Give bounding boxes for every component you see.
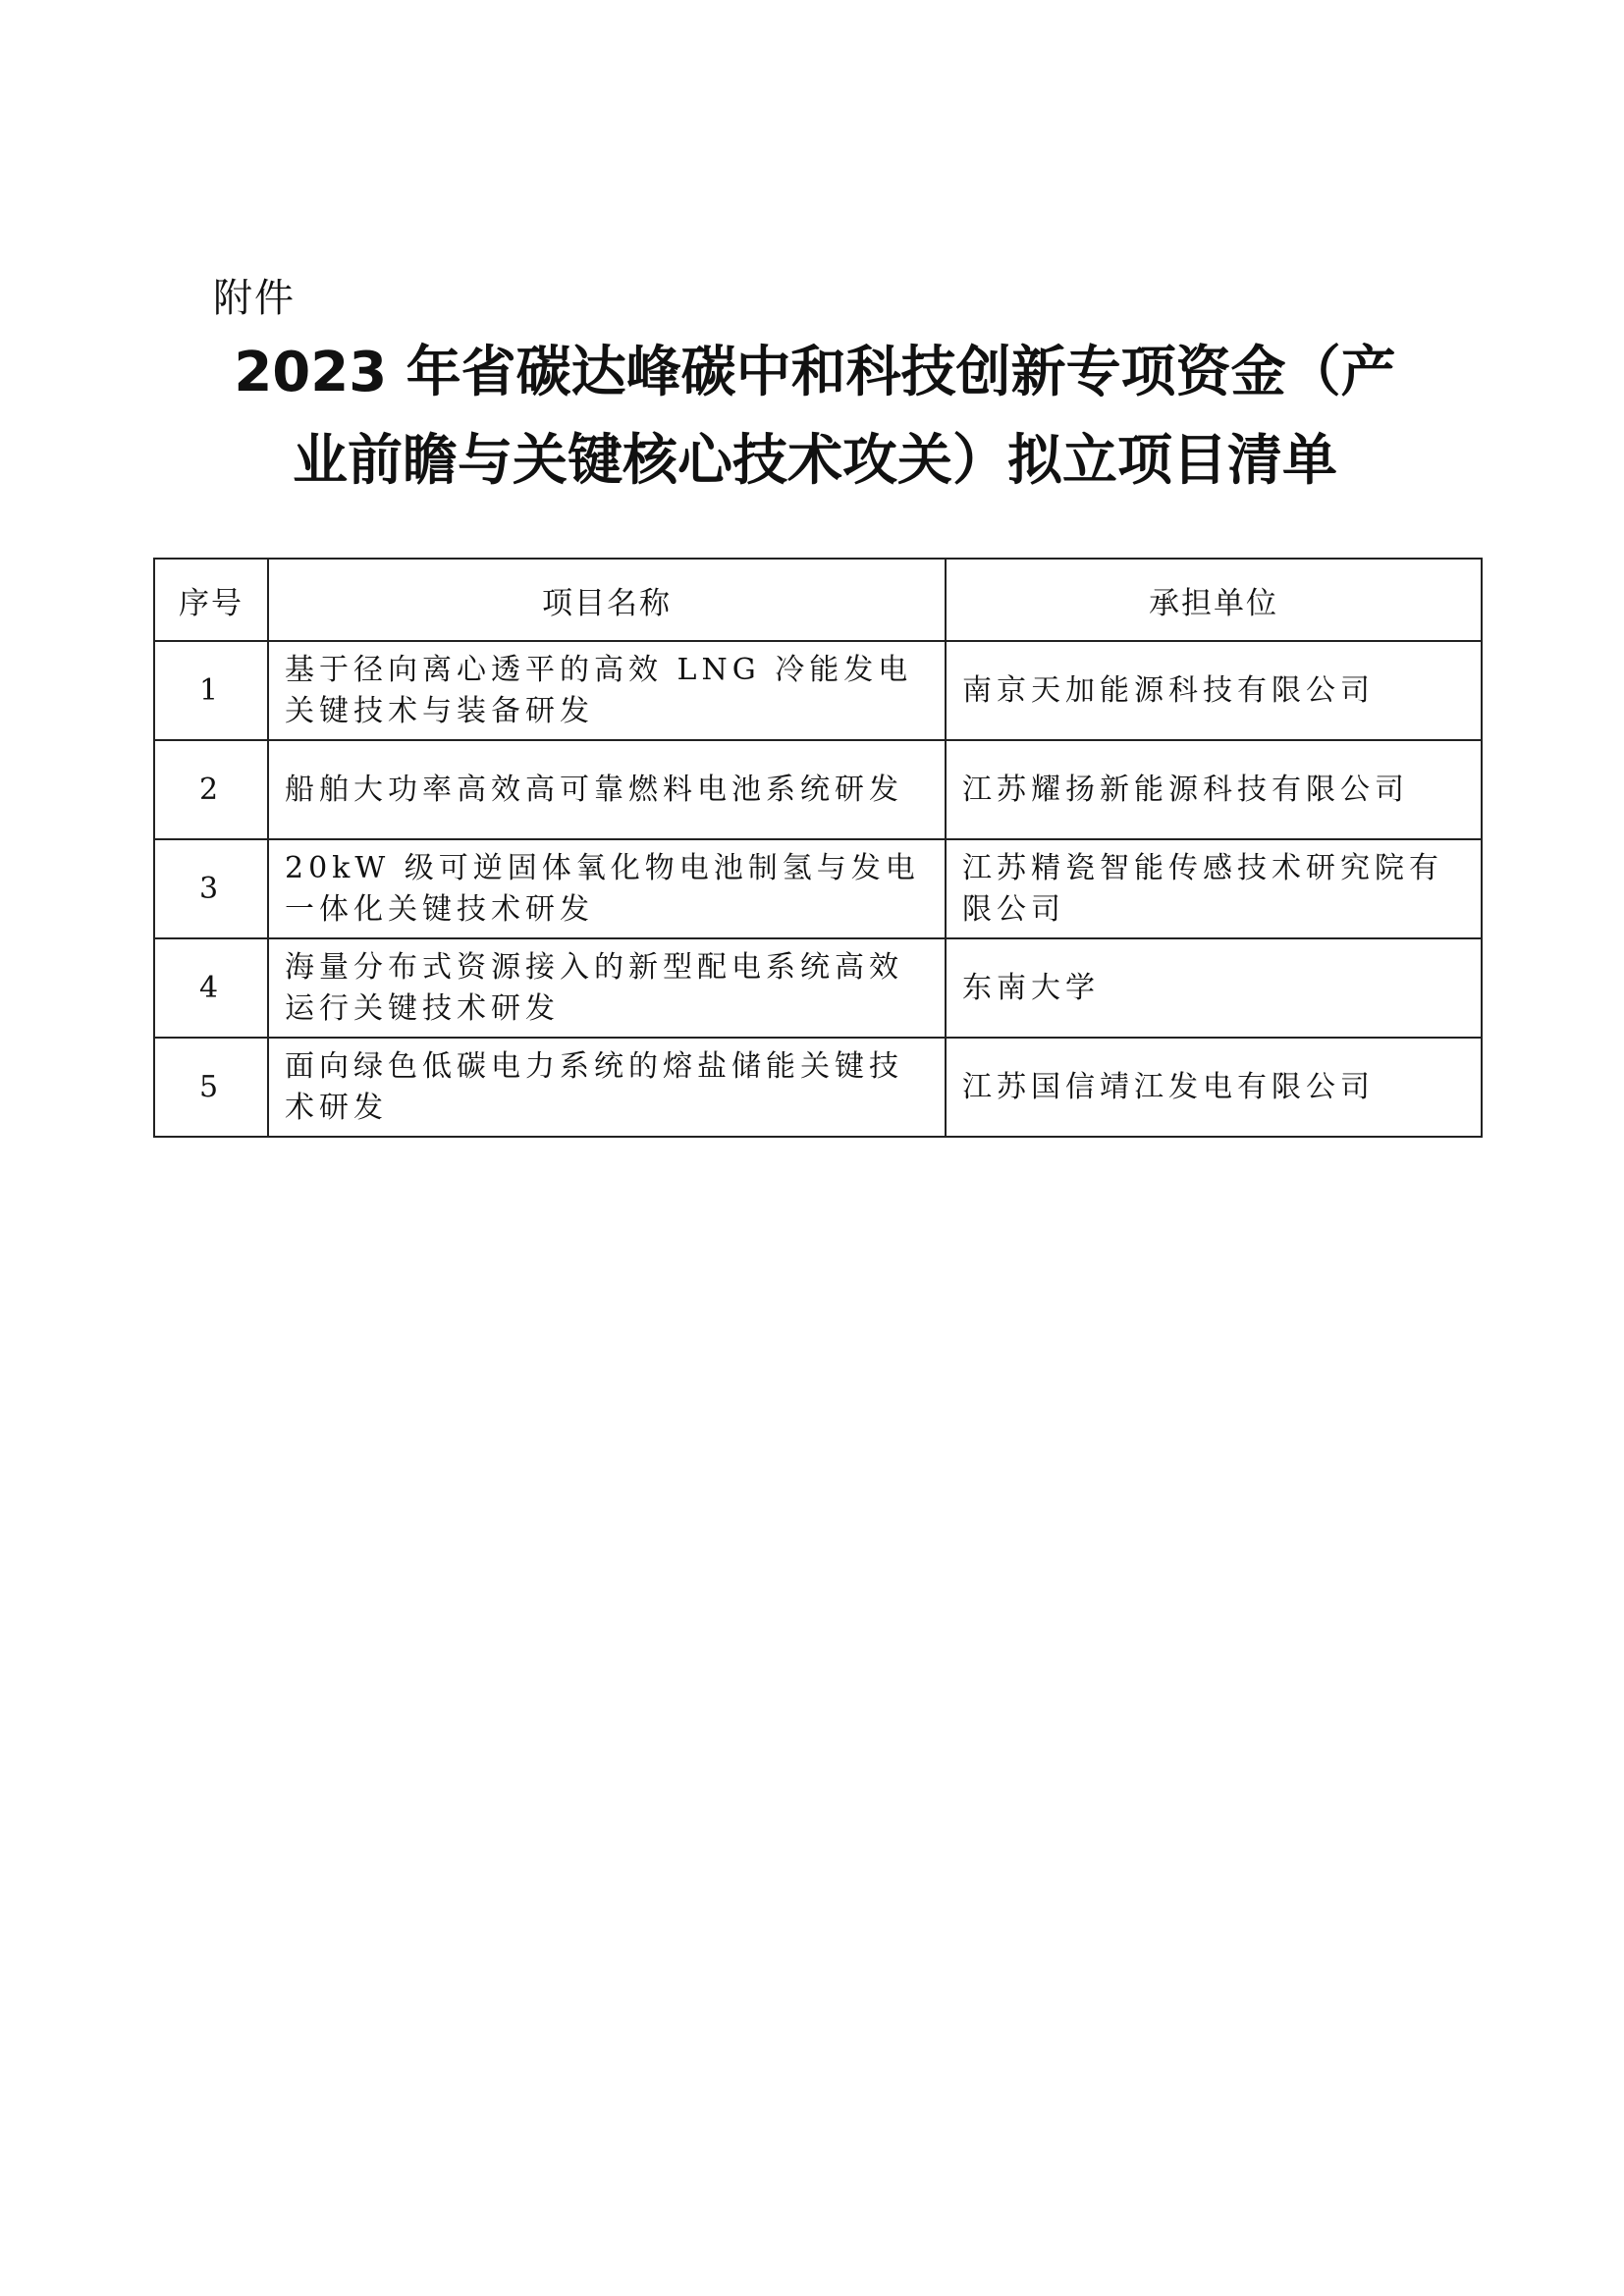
project-list-table [153, 558, 1483, 1138]
row-undertaking-unit: 东南大学 [946, 938, 1482, 1038]
header-no: 序号 [154, 559, 268, 641]
row-undertaking-unit: 南京天加能源科技有限公司 [946, 641, 1482, 740]
table-header-row [154, 559, 1482, 641]
attachment-label: 附件 [213, 276, 296, 321]
row-no: 2 [154, 740, 268, 839]
title-line-2: 业前瞻与关键核心技术攻关）拟立项目清单 [293, 429, 1337, 493]
table-row [154, 1038, 1482, 1137]
row-undertaking-unit: 江苏耀扬新能源科技有限公司 [946, 740, 1482, 839]
header-project-name: 项目名称 [268, 559, 946, 641]
row-undertaking-unit: 江苏精瓷智能传感技术研究院有限公司 [946, 839, 1482, 938]
table-row [154, 938, 1482, 1038]
row-no: 1 [154, 641, 268, 740]
row-no: 5 [154, 1038, 268, 1137]
row-project-name: 面向绿色低碳电力系统的熔盐储能关键技术研发 [268, 1038, 946, 1137]
row-project-name: 基于径向离心透平的高效 LNG 冷能发电关键技术与装备研发 [268, 641, 946, 740]
row-no: 4 [154, 938, 268, 1038]
row-project-name: 海量分布式资源接入的新型配电系统高效运行关键技术研发 [268, 938, 946, 1038]
row-project-name: 船舶大功率高效高可靠燃料电池系统研发 [268, 740, 946, 839]
row-no: 3 [154, 839, 268, 938]
document-title [177, 329, 1453, 506]
table-row [154, 641, 1482, 740]
table-row [154, 740, 1482, 839]
table-row [154, 839, 1482, 938]
header-undertaking-unit: 承担单位 [946, 559, 1482, 641]
row-undertaking-unit: 江苏国信靖江发电有限公司 [946, 1038, 1482, 1137]
title-line-1: 2023 年省碳达峰碳中和科技创新专项资金（产 [234, 341, 1396, 404]
row-project-name: 20kW 级可逆固体氧化物电池制氢与发电一体化关键技术研发 [268, 839, 946, 938]
